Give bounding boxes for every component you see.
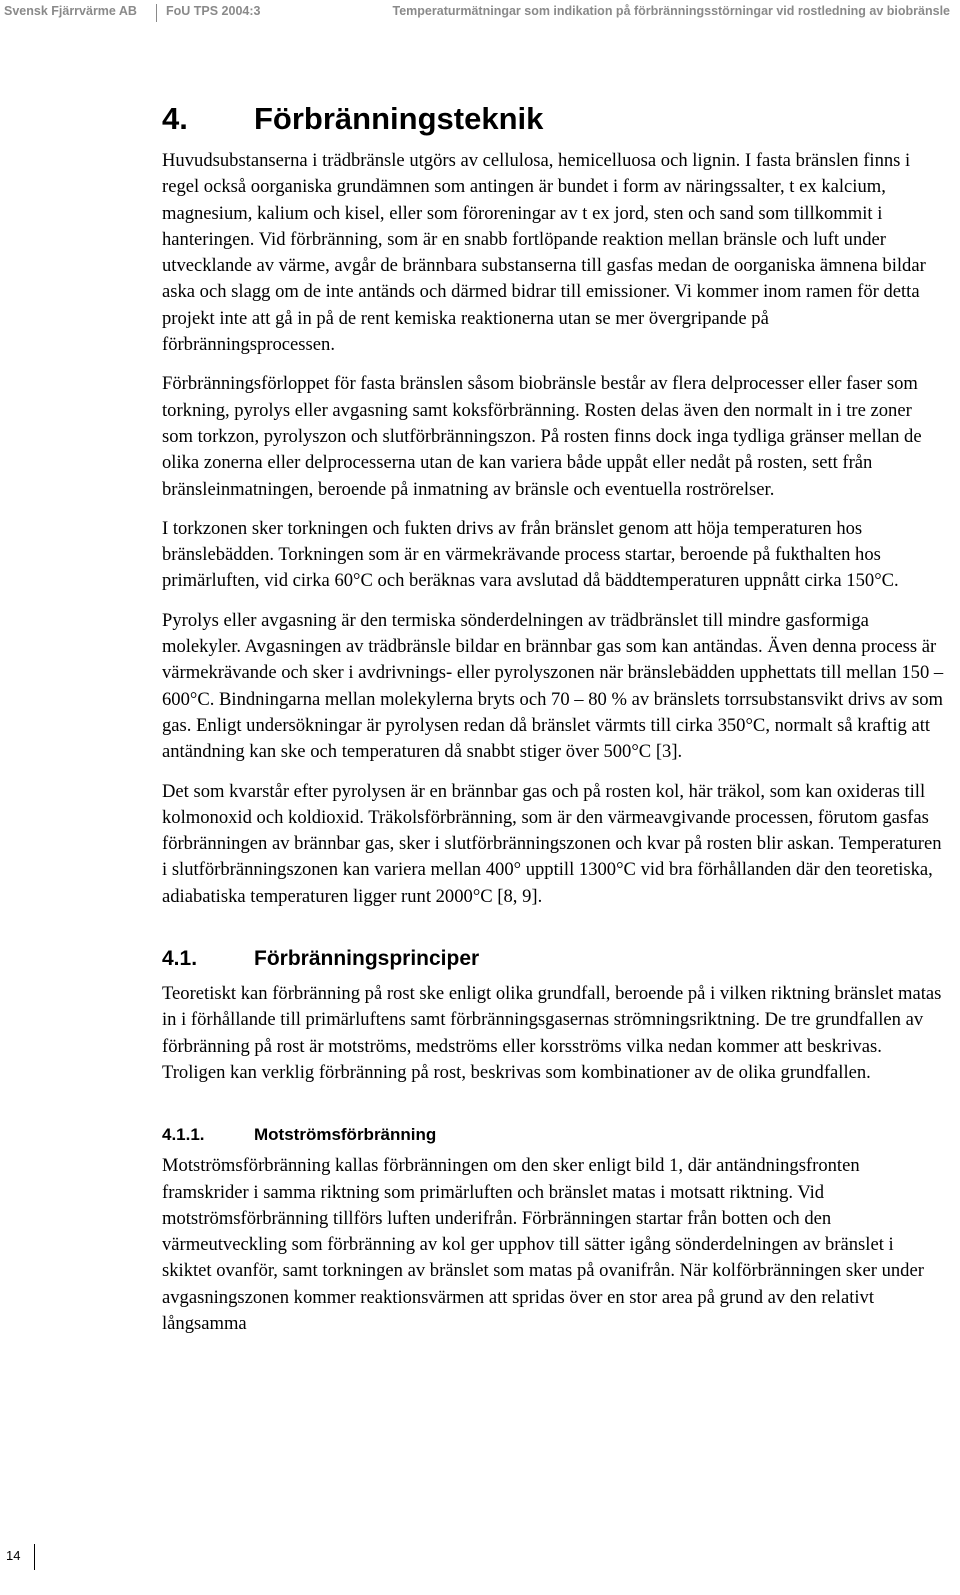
section-title: Förbränningsprinciper — [254, 947, 480, 971]
paragraph: Motströmsförbränning kallas förbränningen om den sker enligt bild 1, där antändningsfronten framskrider i samma riktning som primärluften och bränslet matas i motsatt riktning. Vid motströmsförbränning tillförs luften underifrån. Förbränningen startar från botten och den värmeutveckling som förbränning av kol ger upphov till sätter igång sönderdelningen av bränslet i skiktet ovanför, samt torkningen av bränslet som matas på ovanifrån. När kolförbränningen sker under avgasningszonen kommer reaktionsvärmen att spridas över en stor area på grund av den relativt långsamma — [162, 1155, 924, 1334]
subsection-heading — [162, 1123, 946, 1147]
paragraph: Förbränningsförloppet för fasta bränslen såsom biobränsle består av flera delprocesser eller faser som torkning, pyrolys eller avgasning samt koksförbränning. Rosten delas även den normalt in i tre zoner som torkzon, pyrolyszon och slutförbränningszon. På rosten finns dock inga tydliga gränser mellan de olika zonerna eller delprocesserna utan de kan variera både uppåt eller nedåt på rosten, sett från bränsleinmatningen, beroende på inmatning av bränsle och eventuella roströrelser. — [162, 373, 922, 500]
header-separator — [156, 4, 157, 22]
paragraph: I torkzonen sker torkningen och fukten drivs av från bränslet genom att höja temperaturen hos bränslebädden. Torkningen som är en värmekrävande process startar, beroende på fukthalten hos primärluften, vid cirka 60°C och beräknas vara avslutad då bäddtemperaturen uppnått cirka 150°C. — [162, 517, 899, 592]
subsection-number: 4.1.1. — [162, 1125, 205, 1145]
chapter-number: 4. — [162, 101, 188, 136]
page-number: 14 — [6, 1548, 21, 1563]
page-content — [162, 100, 946, 1350]
header-report-number: FoU TPS 2004:3 — [166, 4, 261, 18]
page-header — [0, 4, 960, 26]
section-heading — [162, 945, 946, 973]
section-number: 4.1. — [162, 947, 198, 971]
paragraph: Det som kvarstår efter pyrolysen är en brännbar gas och på rosten kol, här träkol, som kan oxideras till kolmonoxid och koldioxid. Träkolsförbränning, som är den värmeavgivande processen, förutom gasfas förbränningen av brännbar gas, sker i slutförbränningszonen och kvar på rosten blir askan. Temperaturen i slutförbränningszonen kan variera mellan 400° upptill 1300°C vid bra förhållanden där den teoretiska, adiabatiska temperaturen ligger runt 2000°C [8, 9]. — [162, 780, 942, 907]
chapter-heading — [162, 100, 946, 138]
subsection-title: Motströmsförbränning — [254, 1125, 437, 1145]
header-document-title: Temperaturmätningar som indikation på förbränningsstörningar vid rostledning av biobränsle — [392, 4, 950, 18]
header-organization: Svensk Fjärrvärme AB — [4, 4, 137, 18]
chapter-title: Förbränningsteknik — [254, 101, 544, 136]
page-footer — [0, 1548, 60, 1578]
footer-rule — [34, 1544, 35, 1570]
paragraph: Teoretiskt kan förbränning på rost ske enligt olika grundfall, beroende på i vilken riktning bränslet matas in i förhållande till primärluftens samt förbränningsgasernas strömningsriktning. De tre grundfallen av förbränning på rost är motströms, medströms eller korsströms vilka nedan kommer att beskrivas. Troligen kan verklig förbränning på rost, beskrivas som kombinationer av de olika grundfallen. — [162, 983, 942, 1083]
paragraph: Pyrolys eller avgasning är den termiska sönderdelningen av trädbränslet till mindre gasformiga molekyler. Avgasningen av trädbränsle bildar en brännbar gas som kan antändas. Även denna process är värmekrävande och sker i avdrivnings- eller pyrolyszonen när bränslebädden upphettats till mellan 150 – 600°C. Bindningarna mellan molekylerna bryts och 70 – 80 % av bränslets torrsubstansvikt drivs av som gas. Enligt undersökningar är pyrolysen redan då bränslet värmts till cirka 350°C, normalt så kraftig att antändning kan ske och temperaturen då snabbt stiger över 500°C [3]. — [162, 609, 944, 763]
paragraph: Huvudsubstanserna i trädbränsle utgörs av cellulosa, hemicelluosa och lignin. I fasta bränslen finns i regel också oorganiska grundämnen som antingen är bundet i form av näringssalter, t ex kalcium, magnesium, kalium och kisel, eller som föroreningar av t ex jord, sten och sand som tillkommit i hanteringen. Vid förbränning, som är en snabb fortlöpande reaktion mellan bränsle och luft under utvecklande av värme, avgår de brännbara substanserna till gasfas medan de oorganiska ämnena bildar aska och slagg om de inte antänds och därmed bidrar till emissioner. Vi kommer inom ramen för detta projekt inte att gå in på de rent kemiska reaktionerna utan se mer övergripande på förbränningsprocessen. — [162, 150, 926, 356]
